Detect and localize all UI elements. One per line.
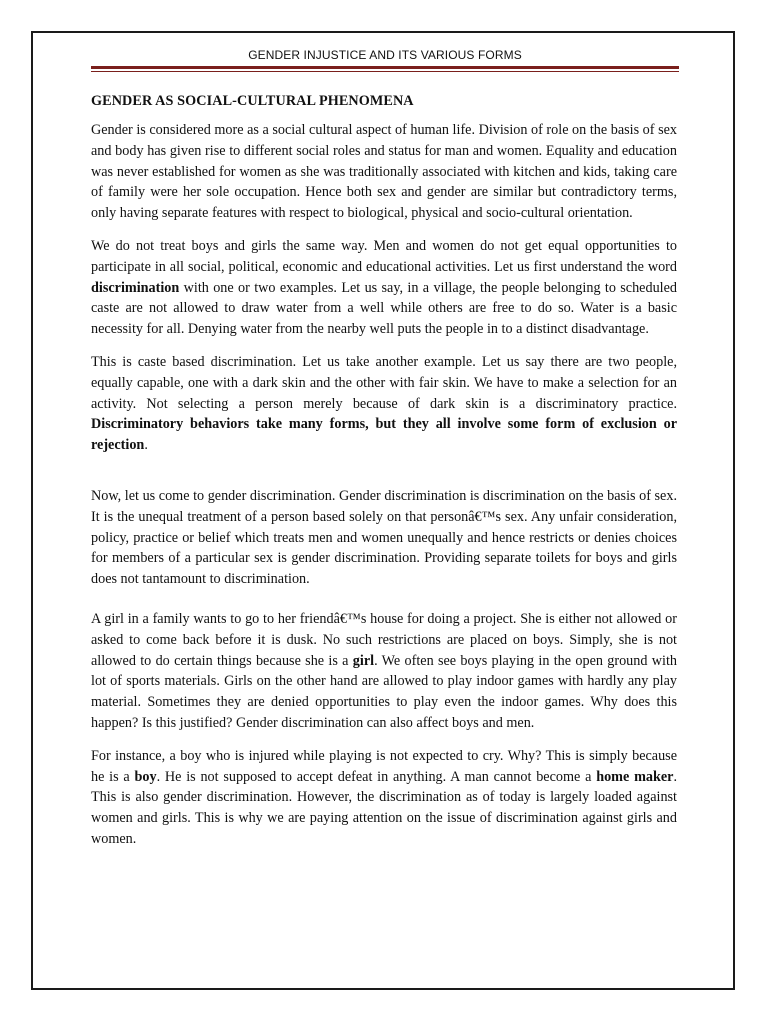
term-girl: girl (352, 652, 375, 669)
paragraph-2-text-a: We do not treat boys and girls the same way. Men and women do not get equal opportunities to participate in all social, political, economic and educational activities. Let us first understand the word (91, 237, 677, 275)
running-header-title: GENDER INJUSTICE AND ITS VARIOUS FORMS (248, 48, 522, 62)
paragraph-3 (91, 352, 677, 456)
paragraph-6-text-a: For instance, a boy who is injured while playing is not expected to cry. Why? This is simply because he is a (91, 747, 677, 785)
paragraph-6 (91, 746, 677, 850)
paragraph-6-text-c: . This is also gender discrimination. However, the discrimination as of today is largely loaded against women and girls. This is why we are paying attention on the issue of discrimination against girls and women. (91, 768, 678, 847)
term-boy: boy (134, 768, 157, 785)
header-rule-thin (91, 71, 679, 72)
paragraph-5-text-a: A girl in a family wants to go to her friendâ€™s house for doing a project. She is either not allowed or asked to come back before it is dusk. No such restrictions are placed on boys. Simply, she is not allowed to do certain things because she is a (91, 610, 677, 669)
key-statement: Discriminatory behaviors take many forms, but they all involve some form of exclusion or rejection (91, 416, 677, 454)
document-body (91, 93, 677, 862)
paragraph-1: Gender is considered more as a social cultural aspect of human life. Division of role on the basis of sex and body has given rise to different social roles and status for man and women. Equality and education was never established for women as she was traditionally associated with kitchen and kids, taking care of family were her sole occupation. Hence both sex and gender are similar but contradictory terms, only having separate features with respect to biological, physical and socio-cultural orientation. (91, 122, 677, 222)
paragraph-2-text-b: with one or two examples. Let us say, in a village, the people belonging to scheduled caste are not allowed to draw water from a well while others are free to do so. Water is a basic necessity for all. Denying water from the nearby well puts the people in to a distinct disadvantage. (91, 279, 677, 338)
term-home-maker: home maker (596, 768, 674, 785)
paragraph-6-text-b: . He is not supposed to accept defeat in anything. A man cannot become a (156, 768, 597, 785)
section-heading: GENDER AS SOCIAL-CULTURAL PHENOMENA (91, 93, 414, 109)
paragraph-5 (91, 609, 677, 734)
paragraph-2 (91, 236, 677, 340)
header-rule-thick (91, 66, 679, 69)
term-discrimination: discrimination (91, 279, 180, 296)
paragraph-4: Now, let us come to gender discrimination. Gender discrimination is discrimination on the basis of sex. It is the unequal treatment of a person based solely on that personâ€™s sex. Any unfair consideration, policy, practice or belief which treats men and women unequally and hence restricts or denies choices for members of a particular sex is gender discrimination. Providing separate toilets for boys and girls does not tantamount to discrimination. (91, 487, 677, 588)
paragraph-3-text-a: This is caste based discrimination. Let us take another example. Let us say there are two people, equally capable, one with a dark skin and the other with fair skin. We have to make a selection for an activity. Not selecting a person merely because of dark skin is a discriminatory practice. (91, 353, 677, 412)
paragraph-5-text-b: . We often see boys playing in the open ground with lot of sports materials. Girls on the other hand are allowed to play indoor games with hardly any play material. Sometimes they are denied opportunities to play even the indoor games. Why does this happen? Is this justified? Gender discrimination can also affect boys and men. (91, 652, 677, 731)
paragraph-3-text-b: . (144, 437, 148, 454)
